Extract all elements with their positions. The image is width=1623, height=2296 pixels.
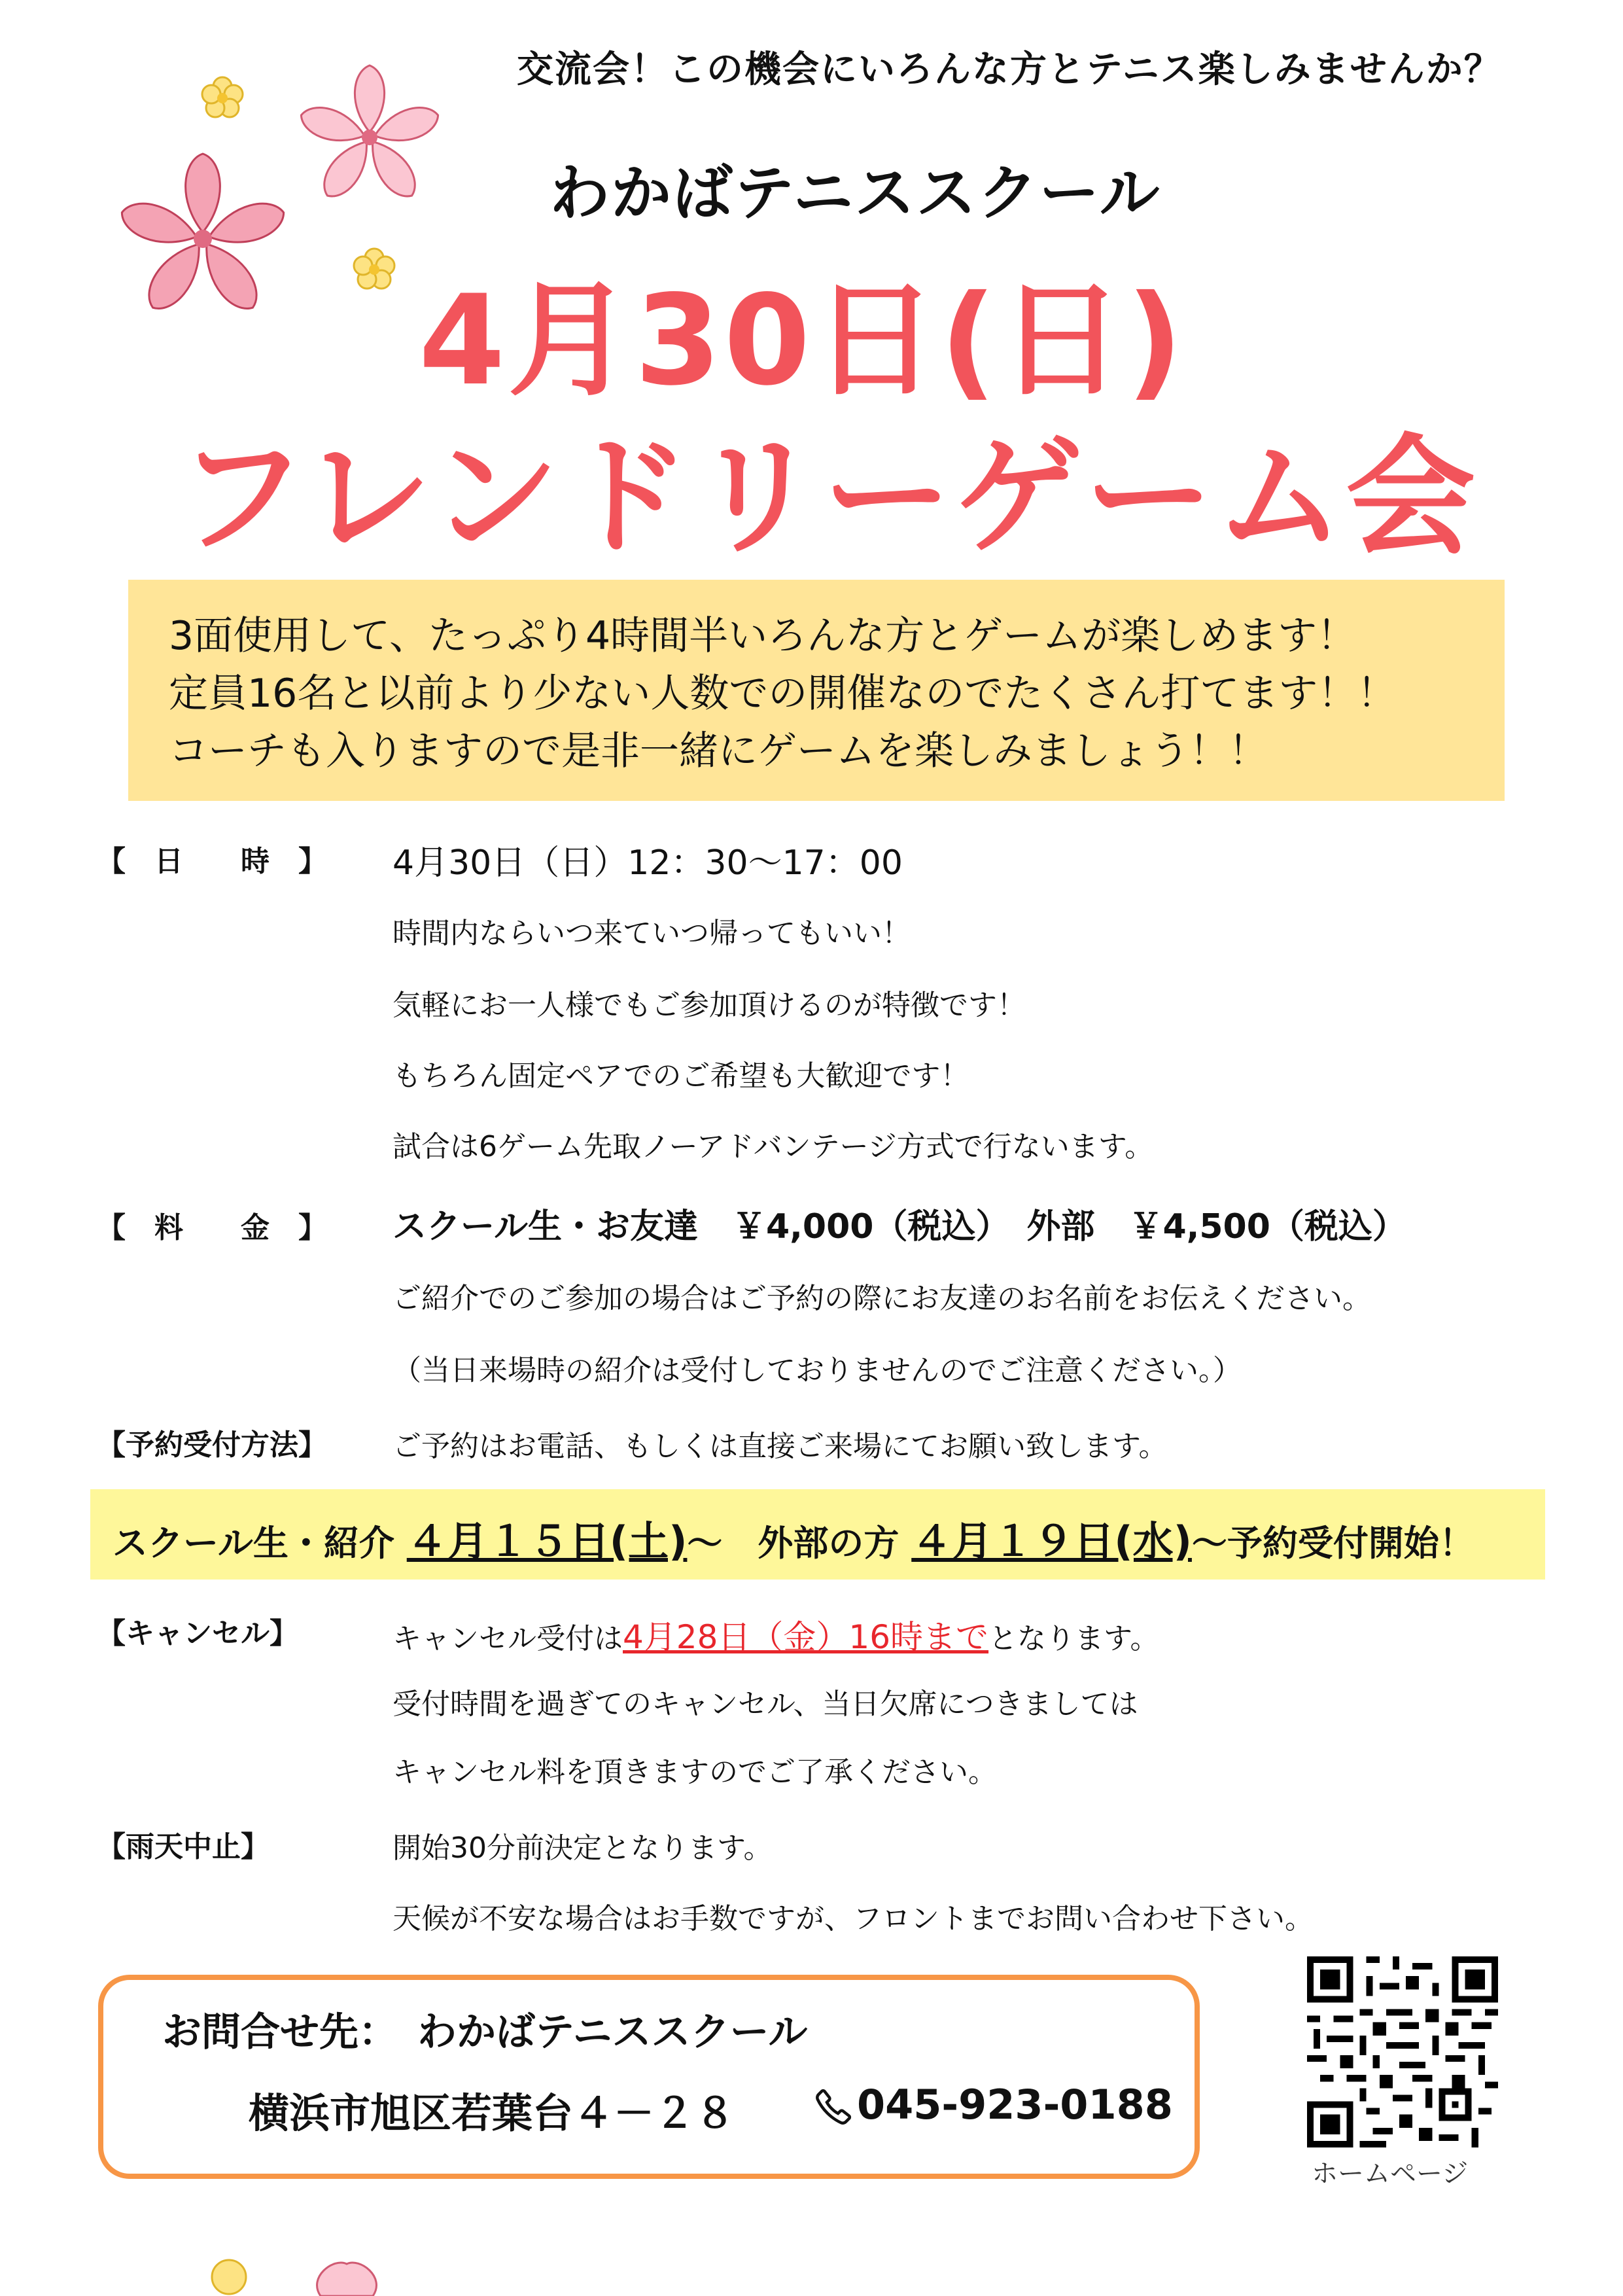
external-start-date: ４月１９日(水) [911,1517,1192,1565]
datetime-line: 気軽にお一人様でもご参加頂けるのが特徴です！ [393,989,1026,1022]
yellow-flower-icon [196,72,249,124]
fee-label: 【 料 金 】 [97,1211,327,1245]
datetime-label: 【 日 時 】 [97,845,327,878]
reservation-line: ご予約はお電話、もしくは直接ご来場にてお願い致します。 [393,1430,1168,1463]
fee-line: ご紹介でのご参加の場合はご予約の際にお友達のお名前をお伝えください。 [393,1282,1371,1315]
rain-line: 天候が不安な場合はお手数ですが、フロントまでお問い合わせ下さい。 [393,1902,1314,1935]
reservation-label: 【予約受付方法】 [97,1428,327,1462]
cancel-line [393,1611,1159,1658]
cancel-line: 受付時間を過ぎてのキャンセル、当日欠席につきましては [393,1687,1138,1721]
intro-line: コーチも入りますので是非一緒にゲームを楽しみましょう！！ [169,728,1268,774]
cherry-blossom-bottom-icon [190,2251,425,2296]
cherry-blossom-small-icon [291,59,448,216]
band-prefix: スクール生・紹介 [113,1523,407,1564]
datetime-line: 試合は6ゲーム先取ノーアドバンテージ方式で行ないます。 [393,1130,1154,1163]
rain-line: 開始30分前決定となります。 [393,1831,773,1865]
event-date-title: 4月30日(日) [419,268,1186,413]
cancel-line: キャンセル料を頂きますのでご了承ください。 [393,1756,997,1789]
event-title: フレンドリーゲーム会 [177,421,1477,573]
intro-line: 定員16名と以前より少ない人数での開催なのでたくさん打てます！！ [169,671,1397,716]
cherry-blossom-large-icon [111,147,294,330]
rain-label: 【雨天中止】 [97,1830,270,1863]
phone-icon [814,2087,853,2127]
datetime-main: 4月30日（日）12：30〜17：00 [393,843,903,883]
intro-box [128,580,1505,801]
intro-line: 3面使用して、たっぷり4時間半いろんな方とゲームが楽しめます！ [169,613,1357,659]
school-start-date: ４月１５日(土) [406,1517,688,1565]
yellow-flower-icon [348,243,400,296]
qr-code[interactable] [1307,1956,1498,2147]
cancel-prefix: キャンセル受付は [393,1622,623,1655]
band-suffix: 〜予約受付開始！ [1191,1523,1475,1564]
tagline: 交流会！この機会にいろんな方とテニス楽しみませんか？ [517,48,1502,91]
band-middle: 〜 外部の方 [687,1523,912,1564]
contact-heading: お問合せ先： わかばテニススクール [162,2009,808,2055]
contact-address: 横浜市旭区若葉台４－２８ [249,2089,736,2137]
cancel-suffix: となります。 [988,1622,1159,1655]
cancel-deadline: 4月28日（金）16時まで [623,1618,989,1656]
school-name: わかばテニススクール [550,158,1161,228]
datetime-line: もちろん固定ペアでのご希望も大歓迎です！ [393,1059,969,1093]
reservation-start-text [113,1509,1475,1567]
datetime-line: 時間内ならいつ来ていつ帰ってもいい！ [393,917,911,950]
contact-phone: 045-923-0188 [857,2081,1173,2128]
cancel-label: 【キャンセル】 [97,1617,298,1650]
qr-caption: ホームページ [1312,2159,1469,2189]
fee-line: （当日来場時の紹介は受付しておりませんのでご注意ください。） [393,1354,1242,1387]
fee-main: スクール生・お友達 ￥4,000（税込） 外部 ￥4,500（税込） [393,1207,1406,1246]
